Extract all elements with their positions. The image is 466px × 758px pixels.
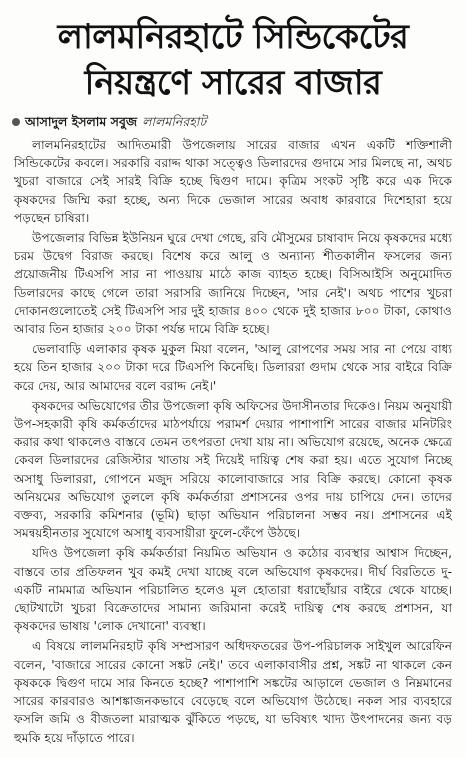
- byline: [12, 114, 454, 130]
- paragraph: ভেলাবাড়ি এলাকার কৃষক মুকুল মিয়া বলেন, 'আলু রোপণের সময় সার না পেয়ে বাধ্য হয়ে তিন হাজার ২০০ টাকা দরে টিএসপি কিনেছি। ডিলাররা গুদাম থেকে সার বাইরে বিক্রি করে দেয়, আর আমাদের বলে বরাদ্দ নেই।': [14, 342, 452, 393]
- bullet-icon: [12, 118, 20, 126]
- paragraph: উপজেলার বিভিন্ন ইউনিয়ন ঘুরে দেখা গেছে, রবি মৌসুমের চাষাবাদ নিয়ে কৃষকদের মধ্যে চরম উদ্বেগ বিরাজ করছে। বিশেষ করে আলু ও অন্যান্য শীতকালীন ফসলের জন্য প্রয়োজনীয় টিএসপি সার না পাওয়ায় মাঠে কাজ ব্যাহত হচ্ছে। বিসিআইসি অনুমোদিত ডিলারদের কাছে গেলে তারা সরাসরি জানিয়ে দিচ্ছেন, 'সার নেই'। অথচ পাশের খুচরা দোকানগুলোতেই সেই টিএসপি সার দুই হাজার ৪০০ থেকে দুই হাজার ৮০০ টাকা, কোথাও আবার তিন হাজার ২০০ টাকা পর্যন্ত দামে বিক্রি হচ্ছে।: [14, 231, 452, 337]
- headline-line-1: লালমনিরহাটে সিন্ডিকেটের: [57, 17, 409, 57]
- paragraph: লালমনিরহাটের আদিতমারী উপজেলায় সারের বাজার এখন একটি শক্তিশালী সিন্ডিকেটের কবলে। সরকারি বরাদ্দ থাকা সত্ত্বেও ডিলারদের গুদামে সার মিলছে না, অথচ খুচরা বাজারে সেই সারই বিক্রি হচ্ছে দ্বিগুণ দামে। কৃত্রিম সংকট সৃষ্টি করে এক দিকে কৃষকদের জিম্মি করা হচ্ছে, অন্য দিকে ভেজাল সারের অবাধ কারবারে দিশেহারা হয়ে পড়ছেন চাষিরা।: [14, 138, 452, 225]
- paragraph: এ বিষয়ে লালমনিরহাট কৃষি সম্প্রসারণ অধিদফতরের উপ-পরিচালক সাইখুল আরেফিন বলেন, 'বাজারে সারের কোনো সঙ্কট নেই।' তবে এলাকাবাসীর প্রশ্ন, সঙ্কট না থাকলে কেন কৃষককে দ্বিগুণ দামে সার কিনতে হচ্ছে? পাশাপাশি সঙ্কটের আড়ালে ভেজাল ও নিম্নমানের সারের কারবারও আশঙ্কাজনকভাবে বেড়েছে বলে অভিযোগ উঠেছে। নকল সার ব্যবহারে ফসলি জমি ও বীজতলা মারাত্মক ঝুঁকিতে পড়ছে, যা ভবিষ্যৎ খাদ্য উৎপাদনের জন্য বড় হুমকি হয়ে দাঁড়াতে পারে।: [14, 639, 452, 745]
- headline-line-2: নিয়ন্ত্রণে সারের বাজার: [84, 63, 382, 103]
- paragraph: যদিও উপজেলা কৃষি কর্মকর্তারা নিয়মিত অভিযান ও কঠোর ব্যবস্থার আশ্বাস দিচ্ছেন, বাস্তবে তার প্রতিফলন খুব কমই দেখা যাচ্ছে বলে অভিযোগ কৃষকদের। দীর্ঘ বিরতিতে দু-একটি নামমাত্র অভিযান পরিচালিত হলেও মূল হোতারা ধরাছোঁয়ার বাইরে থেকে যাচ্ছে। ছোটখাটো খুচরা বিক্রেতাদের সামান্য জরিমানা করেই দায়িত্ব শেষ করছে প্রশাসন, যা কৃষকদের ভাষায় 'লোক দেখানো' ব্যবস্থা।: [14, 546, 452, 634]
- headline: [0, 0, 466, 106]
- article-body: [0, 136, 466, 747]
- paragraph: কৃষকদের অভিযোগের তীর উপজেলা কৃষি অফিসের উদাসীনতার দিকেও। নিয়ম অনুযায়ী উপ-সহকারী কৃষি কর্মকর্তাদের মাঠপর্যায়ে পরামর্শ দেয়ার পাশাপাশি সারের বাজার মনিটরিং করার কথা থাকলেও বাস্তবে তেমন তৎপরতা দেখা যায় না। অভিযোগ রয়েছে, অনেক ক্ষেত্রে কেবল ডিলারদের রেজিস্টার খাতায় সই দিয়েই দায়িত্ব শেষ করা হয়। এতে সুযোগ নিচ্ছে অসাধু ডিলাররা, গোপনে মজুদ সরিয়ে কালোবাজারে সার বিক্রি করছে। কোনো কৃষক অনিয়মের অভিযোগ তুললে কৃষি কর্মকর্তারা প্রশাসনের ওপর দায় চাপিয়ে দেন। তাদের বক্তব্য, সরকারি কমিশনার (ভূমি) ছাড়া অভিযান পরিচালনা সম্ভব নয়। প্রশাসনের এই সমন্বয়হীনতার সুযোগে অসাধু ব্যবসায়ীরা ফুলে-ফেঁপে উঠছে।: [14, 398, 452, 541]
- dateline-location: লালমনিরহাট: [142, 114, 207, 129]
- author-name: আসাদুল ইসলাম সবুজ: [25, 114, 138, 129]
